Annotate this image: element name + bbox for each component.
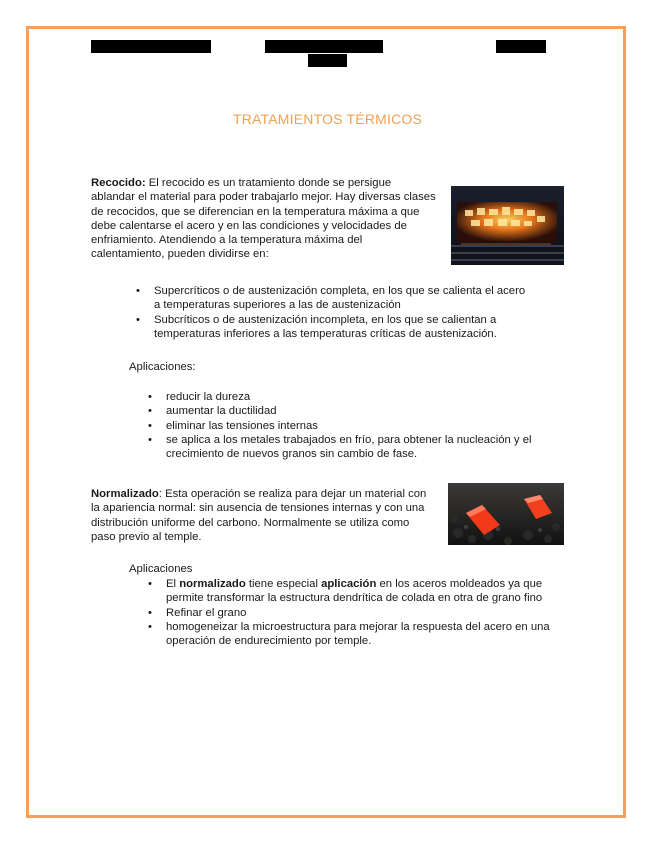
red-hot-hammers-photo	[448, 483, 564, 545]
recocido-applications-label: Aplicaciones:	[129, 361, 196, 373]
furnace-photo	[451, 186, 564, 265]
page-title: TRATAMIENTOS TÉRMICOS	[232, 111, 423, 127]
app1-mid: tiene especial	[245, 578, 322, 590]
list-item: • Supercríticos o de austenización completa, en los que se calienta el acero a temperaturas superiores a las de austenización	[136, 284, 531, 313]
list-item	[148, 577, 560, 606]
list-item: • Refinar el grano	[148, 606, 560, 620]
normalizado-text: : Esta operación se realiza para dejar un material con la apariencia normal: sin ausencia de tensiones internas y con una distribución uniforme del carbono. Normalmente se utiliza como paso previo al temple.	[91, 488, 427, 543]
redacted-header-2	[265, 40, 383, 53]
recocido-paragraph	[91, 176, 436, 262]
recocido-text: El recocido es un tratamiento donde se persigue ablandar el material para poder trabajarlo mejor. Hay diversas clases de recocidos, que se diferencian en la temperatura máxima a que debe calentarse el acero y en las condiciones y velocidades de enfriamiento. Atendiendo a la temperatura máxima del calentamiento, pueden dividirse en:	[91, 177, 436, 261]
list-item: • aumentar la ductilidad	[148, 404, 558, 418]
list-item: • eliminar las tensiones internas	[148, 419, 558, 433]
app1-post: en los aceros moldeados ya que permite transformar la estructura dendrítica de colada en otra de grano fino	[166, 578, 543, 605]
redacted-header-3	[496, 40, 546, 53]
recocido-applications-list	[148, 390, 558, 461]
normalizado-applications-label: Aplicaciones	[129, 563, 193, 575]
normalizado-term: Normalizado	[91, 488, 159, 500]
app1-bold-aplicacion: aplicación	[321, 578, 377, 590]
list-item: • se aplica a los metales trabajados en frío, para obtener la nucleación y el crecimiento de nuevos granos sin cambio de fase.	[148, 433, 558, 462]
list-item: • homogeneizar la microestructura para mejorar la respuesta del acero en una operación de endurecimiento por temple.	[148, 620, 560, 649]
app1-bold-normalizado: normalizado	[179, 578, 246, 590]
list-item: • Subcríticos o de austenización incompleta, en los que se calientan a temperaturas inferiores a las temperaturas críticas de austenización.	[136, 313, 531, 342]
normalizado-applications-list	[148, 577, 560, 648]
list-item: • reducir la dureza	[148, 390, 558, 404]
redacted-header-1	[91, 40, 211, 53]
recocido-term: Recocido:	[91, 177, 146, 189]
normalizado-paragraph	[91, 487, 434, 544]
redacted-header-4	[308, 54, 347, 67]
app1-pre: El	[166, 578, 180, 590]
recocido-types-list	[136, 284, 531, 341]
